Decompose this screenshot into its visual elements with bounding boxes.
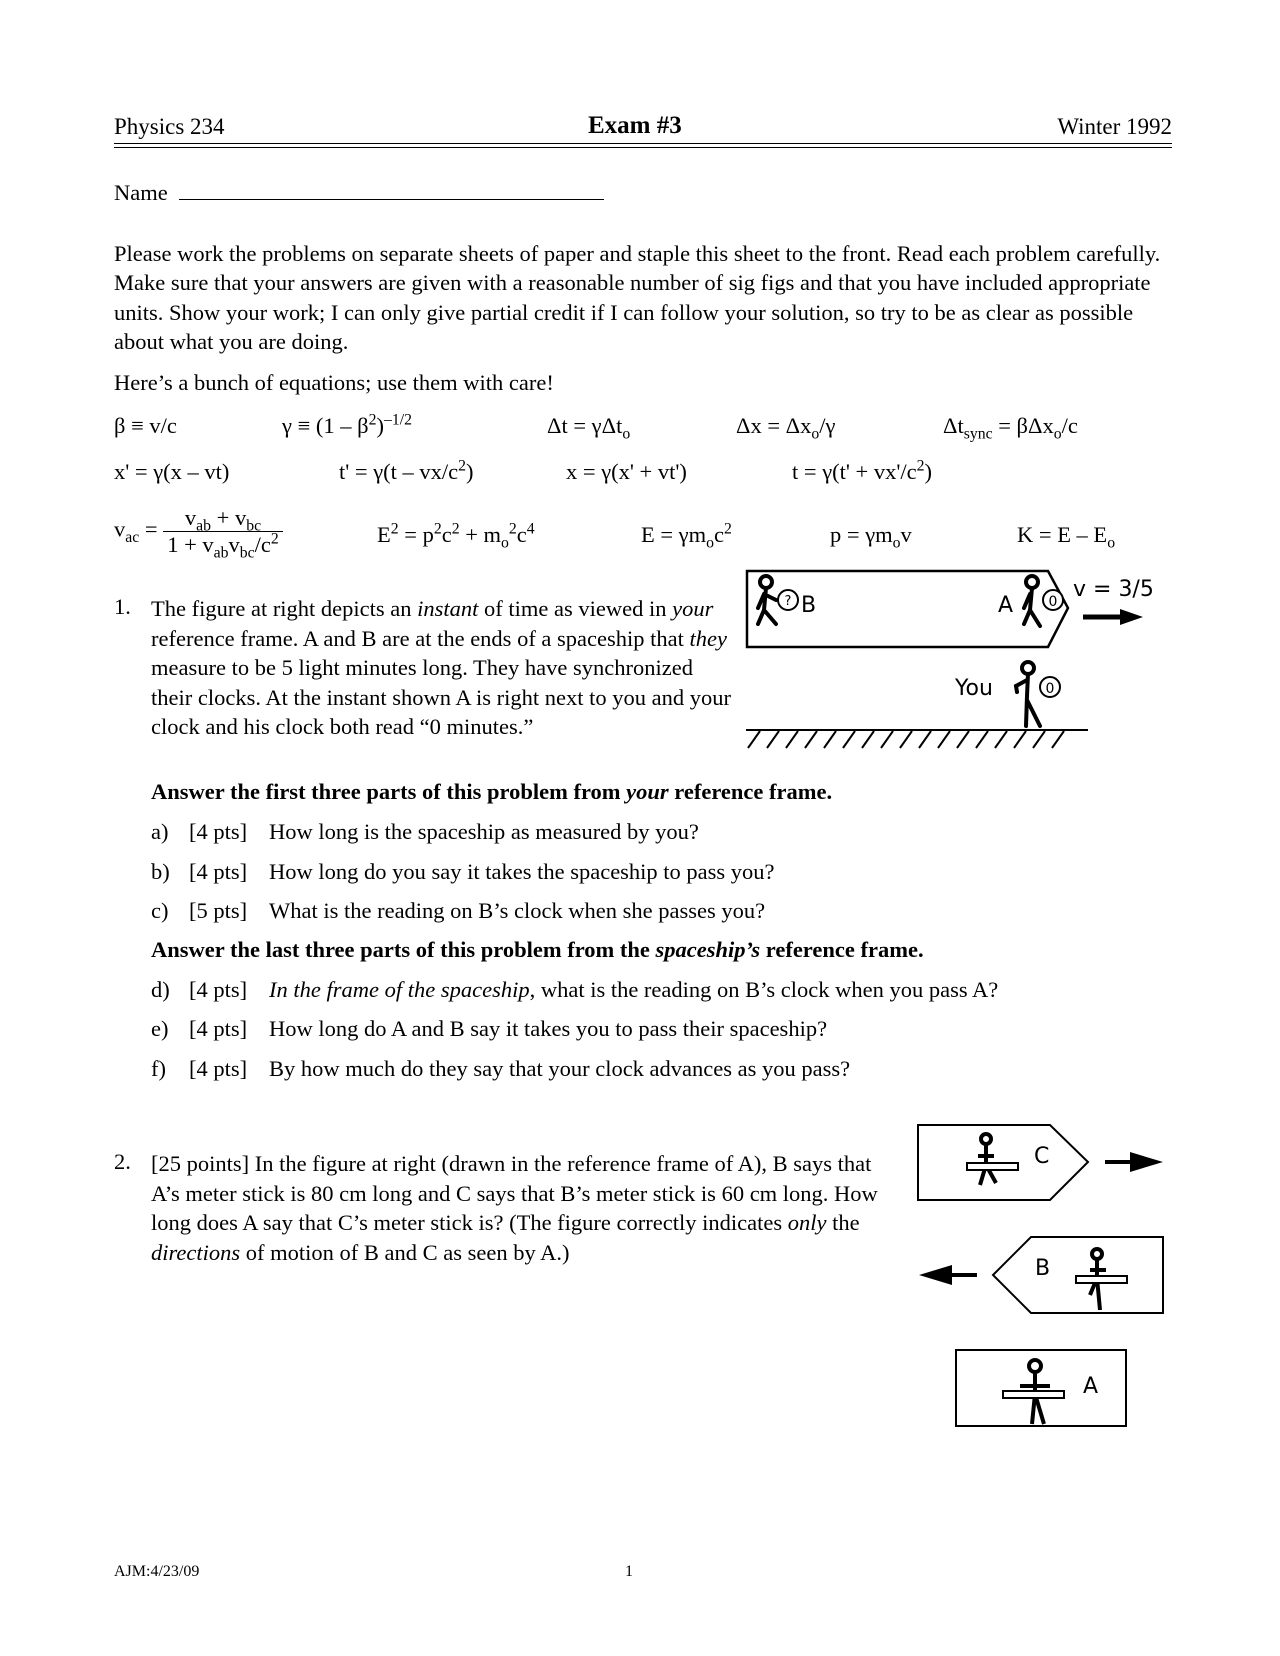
problem-1-part-a: a) [4 pts] How long is the spaceship as measured by you? — [151, 819, 699, 844]
person-you-figure — [1016, 662, 1040, 726]
person-b-figure — [758, 576, 776, 624]
problem-1-heading-your-frame: Answer the first three parts of this problem from your reference frame. — [151, 779, 833, 804]
text: the — [826, 1210, 860, 1235]
velocity-arrow-icon — [1083, 609, 1143, 625]
name-field[interactable] — [114, 180, 604, 206]
emphasis: your — [672, 596, 714, 621]
emphasis: directions — [151, 1239, 241, 1265]
label-b: B — [801, 593, 817, 618]
problem-2-number: 2. — [114, 1149, 131, 1174]
eq-beta: β ≡ v/c — [114, 413, 177, 438]
emphasis: they — [689, 625, 727, 651]
text: reference frame. A and B are at the ends of a spaceship that — [151, 625, 690, 651]
clock-you-reading: 0 — [1045, 681, 1055, 697]
problem-1-part-c: c) [5 pts] What is the reading on B’s clock when she passes you? — [151, 898, 766, 923]
problem-1-number: 1. — [114, 594, 131, 619]
eq-kinetic: $K = E - E_o$ — [1017, 522, 1116, 552]
problem-1-part-d: d) [4 pts] In the frame of the spaceship, what is the reading on B’s clock when you pass A? — [151, 977, 999, 1002]
course-name: Physics 234 — [114, 114, 225, 139]
text: [25 points] In the figure at right (drawn in the reference frame of A), B says that A’s meter stick is 80 cm long and C says that B’s meter stick is 60 cm long. How long does A say that C’s meter stick is? (The figure correctly indicates — [151, 1151, 878, 1235]
eq-gamma: $\gamma \equiv (1 - \beta^2)^{-1/2}$ — [282, 411, 412, 438]
person-a-figure — [1024, 576, 1040, 626]
problem-2-text — [151, 1149, 896, 1267]
hatch-mark — [1033, 731, 1045, 748]
hatch-mark — [862, 731, 874, 748]
hatch-mark — [1014, 731, 1026, 748]
eq-inverse-x: x = γ(x' + vt') — [566, 459, 687, 484]
clock-b-reading: ? — [784, 594, 792, 609]
hatch-mark — [843, 731, 855, 748]
instructions: Please work the problems on separate sheets of paper and staple this sheet to the front. Read each problem carefully. Make sure that your answers are given with a reasonable number of sig figs and that you have included appropriate units. Show your work; I can only give partial credit if I can follow your solution, so try to be as clear as possible about what you are doing. — [114, 241, 1161, 354]
text: of time as viewed in — [478, 596, 673, 621]
hatch-mark — [919, 731, 931, 748]
meter-stick-b — [1076, 1276, 1127, 1283]
clock-a-reading: 0 — [1048, 594, 1058, 610]
hatch-mark — [900, 731, 912, 748]
text: of motion of B and C as seen by A.) — [240, 1239, 570, 1265]
label-b: B — [1035, 1256, 1051, 1281]
emphasis: only — [787, 1210, 827, 1235]
eq-velocity-addition: $v_{ac}$ = $\frac{v_{ab} + v_{bc}}{1 + v_{ab}v_{bc}/c^2}$ — [114, 505, 283, 558]
arrow-right-icon — [1105, 1152, 1163, 1172]
footer-author-date: AJM:4/23/09 — [114, 1563, 200, 1580]
meter-stick-c — [967, 1163, 1018, 1170]
eq-length-contraction: $\Delta x = \Delta x_o/\gamma$ — [736, 413, 836, 443]
ground-hatching — [748, 731, 1064, 748]
equations-intro: Here’s a bunch of equations; use them with care! — [114, 370, 554, 395]
text: measure to be 5 light minutes long. They have synchronized their clocks. At the instant shown A is right next to you and your clock and his clock both read “0 minutes.” — [151, 655, 731, 739]
exam-term: Winter 1992 — [1057, 114, 1172, 139]
eq-lorentz-x: x' = γ(x – vt) — [114, 459, 230, 484]
page-number: 1 — [625, 1563, 633, 1580]
eq-sync: $\Delta t_{sync} = \beta\Delta x_o/c$ — [943, 413, 1078, 443]
hatch-mark — [805, 731, 817, 748]
hatch-mark — [881, 731, 893, 748]
arrow-left-icon — [919, 1265, 977, 1285]
eq-inverse-t: $t = \gamma(t' + vx'/c^2)$ — [792, 457, 933, 484]
name-blank — [179, 199, 604, 200]
hatch-mark — [748, 731, 760, 748]
ship-a — [956, 1350, 1126, 1426]
eq-momentum: $p = \gamma m_ov$ — [830, 522, 912, 552]
problem-1-text — [151, 594, 733, 742]
eq-time-dilation: Δt = γΔt$_o$ — [547, 413, 631, 443]
problem-1-part-e: e) [4 pts] How long do A and B say it takes you to pass their spaceship? — [151, 1016, 828, 1041]
label-you: You — [955, 676, 993, 701]
meter-stick-a — [1003, 1391, 1064, 1398]
header-rule — [114, 143, 1172, 144]
name-label: Name — [114, 180, 168, 205]
hatch-mark — [995, 731, 1007, 748]
ship-c — [918, 1125, 1163, 1200]
velocity-label: v = 3/5 — [1073, 577, 1154, 602]
hatch-mark — [786, 731, 798, 748]
exam-title: Exam #3 — [588, 112, 682, 139]
hatch-mark — [957, 731, 969, 748]
problem-1-heading-ship-frame: Answer the last three parts of this problem from the spaceship’s reference frame. — [151, 937, 924, 962]
label-a: A — [1083, 1374, 1099, 1399]
hatch-mark — [976, 731, 988, 748]
problem-1-part-b: b) [4 pts] How long do you say it takes the spaceship to pass you? — [151, 859, 775, 884]
hatch-mark — [1052, 731, 1064, 748]
eq-energy: $E = \gamma m_oc^2$ — [641, 520, 732, 552]
eq-lorentz-t: $t' = \gamma(t - vx/c^2)$ — [339, 457, 474, 484]
eq-energy-momentum: $E^2 = p^2c^2 + m_o^2c^4$ — [377, 520, 535, 552]
problem-1-part-f: f) [4 pts] By how much do they say that your clock advances as you pass? — [151, 1056, 851, 1081]
label-c: C — [1034, 1144, 1050, 1169]
ship-b — [919, 1237, 1163, 1313]
header-rule-2 — [114, 147, 1172, 148]
text: The figure at right depicts an — [151, 596, 418, 621]
hatch-mark — [824, 731, 836, 748]
hatch-mark — [767, 731, 779, 748]
spaceship-outline — [747, 571, 1068, 647]
hatch-mark — [938, 731, 950, 748]
meter-stick-figure — [900, 1110, 1190, 1440]
emphasis: instant — [417, 596, 479, 621]
label-a: A — [998, 593, 1014, 618]
spaceship-figure — [740, 560, 1160, 760]
